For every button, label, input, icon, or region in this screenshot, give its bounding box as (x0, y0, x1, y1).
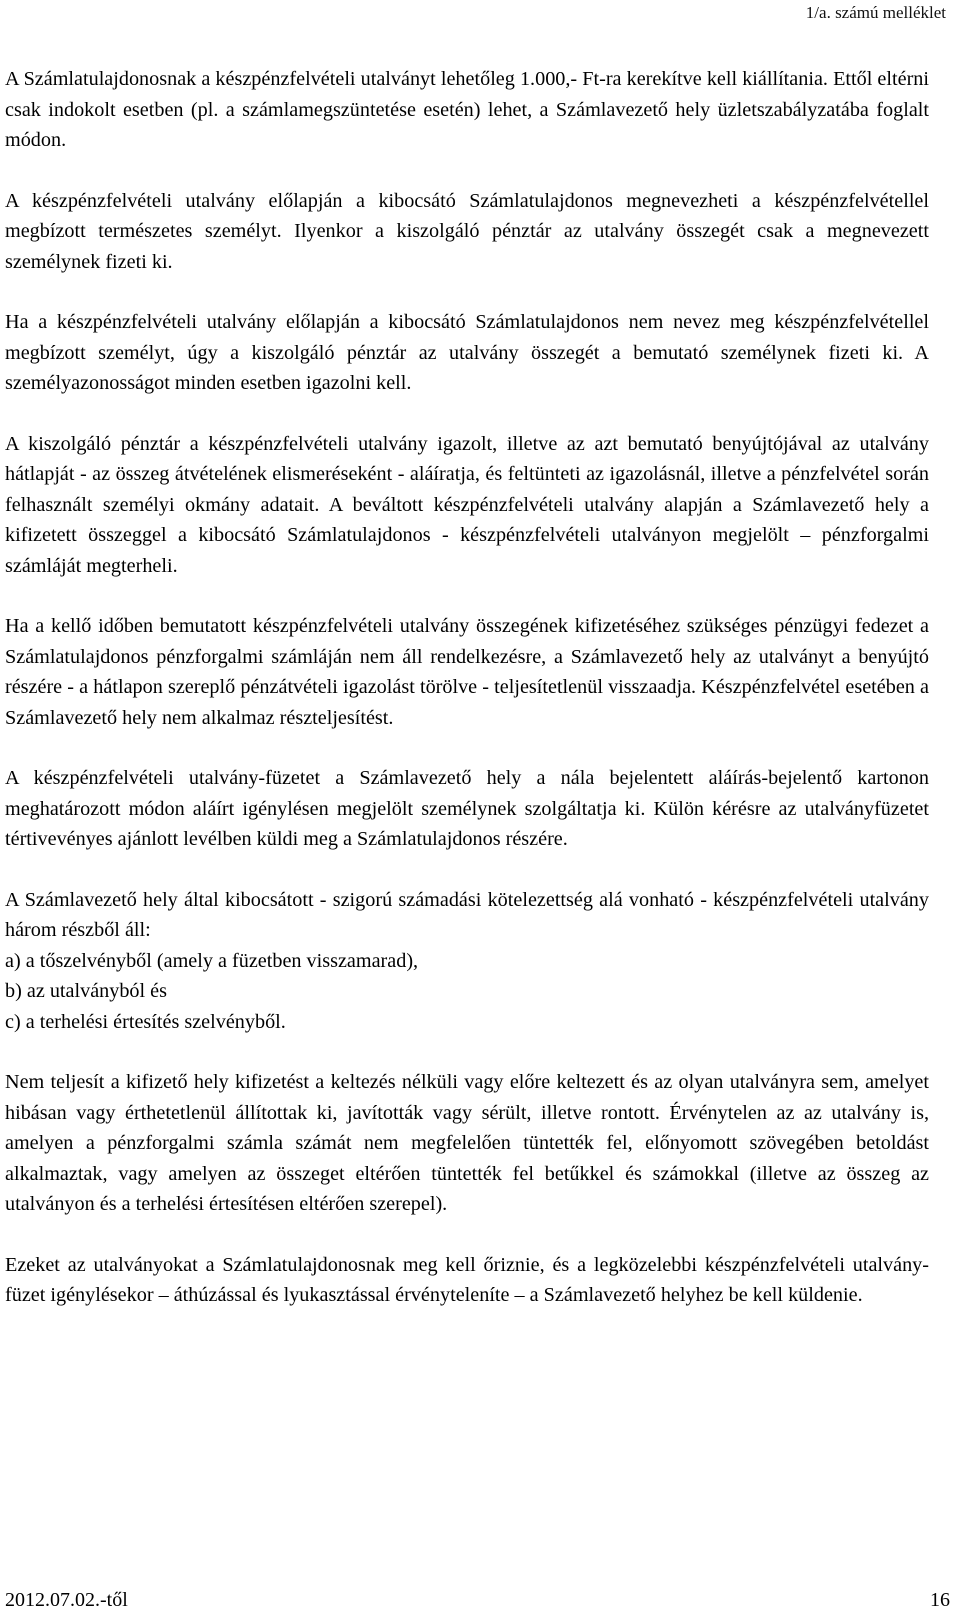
list-item: a) a tőszelvényből (amely a füzetben visszamarad), (5, 949, 419, 972)
paragraph-booklet-delivery: A készpénzfelvételi utalvány-füzetet a Számlavezető hely a nála bejelentett aláírás-bejelentő kartonon meghatározott módon aláírt igénylésen megjelölt személynek szolgáltatja ki. Külön kérésre az utalványfüzetet tértivevényes ajánlott levélben küldi meg a Számlatulajdonos részére. (5, 767, 929, 850)
paragraph-named-person: A készpénzfelvételi utalvány előlapján a kibocsátó Számlatulajdonos megnevezheti a készpénzfelvétellel megbízott természetes személyt. Ilyenkor a kiszolgáló pénztár az utalvány összegét csak a megnevezett személynek fizeti ki. (5, 189, 929, 273)
parts-intro: A Számlavezető hely által kibocsátott - szigorú számadási kötelezettség alá vonható - készpénzfelvételi utalvány három részből áll: (5, 888, 929, 941)
paragraph-cashier-procedure: A kiszolgáló pénztár a készpénzfelvételi utalvány igazolt, illetve az azt bemutató benyújtójával az utalvány hátlapját - az összeg átvételének elismeréseként - aláíratja, és feltünteti az igazolásnál, illetve a pénzfelvétel során felhasznált személyi okmány adatait. A beváltott készpénzfelvételi utalvány alapján a Számlavezető hely a kifizetett összeggel a kibocsátó Számlatulajdonos - készpénzfelvételi utalványon megjelölt – pénzforgalmi számláját megterheli. (5, 432, 929, 577)
annex-label: 1/a. számú melléklet (805, 3, 946, 22)
paragraph-rounding: A Számlatulajdonosnak a készpénzfelvételi utalványt lehetőleg 1.000,- Ft-ra kerekítve kell kiállítania. Ettől eltérni csak indokolt esetben (pl. a számlamegszüntetése esetén) lehet, a Számlavezető hely üzletszabályzatába foglalt módon. (5, 68, 929, 151)
footer-page-number: 16 (930, 1589, 950, 1611)
list-item: b) az utalványból és (5, 980, 168, 1002)
parts-block (5, 885, 929, 1038)
paragraph-insufficient-funds: Ha a kellő időben bemutatott készpénzfelvételi utalvány összegének kifizetéséhez szükséges pénzügyi fedezet a Számlatulajdonos pénzforgalmi számláján nem áll rendelkezésre, a Számlavezető hely az utalványt a benyújtó részére - a hátlapon szereplő pénzátvételi igazolást törölve - teljesítetlenül visszaadja. Készpénzfelvétel esetében a Számlavezető hely nem alkalmaz részteljesítést. (5, 615, 929, 729)
paragraph-invalid-voucher: Nem teljesít a kifizető hely kifizetést a keltezés nélküli vagy előre keltezett és az olyan utalványra sem, amelyet hibásan vagy érthetetlenül állítottak ki, javították vagy sérült, illetve rontott. Érvénytelen az az utalvány is, amelyen a pénzforgalmi számla számát nem megfelelően tüntették fel, előnyomott szövegében betoldást alkalmaztak, vagy amelyen az összeget eltérően tüntették fel betűkkel és számokkal (illetve az összeg az utalványon és a terhelési értesítésen eltérően szerepel). (5, 1071, 929, 1215)
document-body (5, 64, 929, 1341)
list-item: c) a terhelési értesítés szelvényből. (5, 1010, 286, 1033)
paragraph-bearer: Ha a készpénzfelvételi utalvány előlapján a kibocsátó Számlatulajdonos nem nevez meg készpénzfelvétellel megbízott személyt, úgy a kiszolgáló pénztár az utalvány összegét a bemutató személynek fizeti ki. A személyazonosságot minden esetben igazolni kell. (5, 311, 929, 394)
paragraph-return-vouchers: Ezeket az utalványokat a Számlatulajdonosnak meg kell őriznie, és a legközelebbi készpénzfelvételi utalvány-füzet igénylésekor – áthúzással és lyukasztással érvényteleníte – a Számlavezető helyhez be kell küldenie. (5, 1253, 929, 1306)
footer-effective-date: 2012.07.02.-től (5, 1589, 128, 1611)
